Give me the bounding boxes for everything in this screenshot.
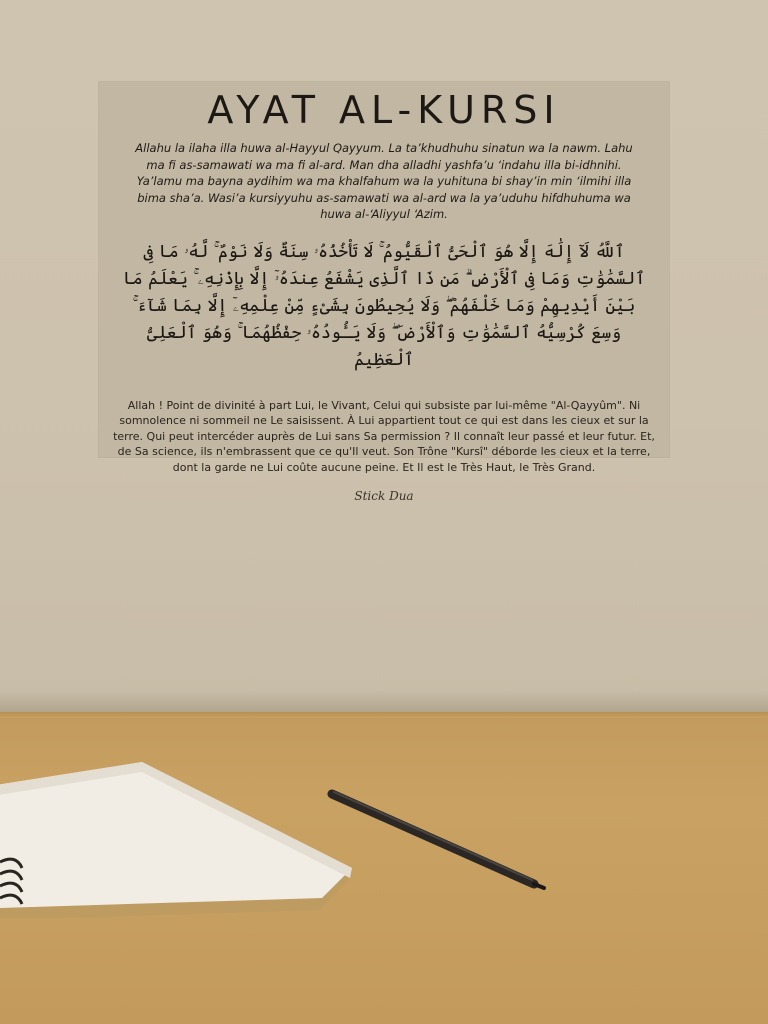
- desk-edge: [0, 712, 768, 718]
- notebook-image: [0, 758, 360, 918]
- poster-title: AYAT AL-KURSI: [207, 88, 561, 132]
- wall-shadow: [0, 690, 768, 712]
- arabic-verse-text: ٱللَّهُ لَآ إِلَٰهَ إِلَّا هُوَ ٱلْحَىُّ ٱلْقَيُّومُ ۚ لَا تَأْخُذُهُۥ سِنَةٌ وَلَا نَوْمٌ ۚ لَّهُۥ مَا فِى ٱلسَّمَٰوَٰتِ وَمَا فِى ٱلْأَرْضِ ۗ مَن ذَا ٱلَّذِى يَشْفَعُ عِندَهُۥٓ إِلَّا بِإِذْنِهِۦ ۚ يَعْلَمُ مَا بَيْنَ أَيْدِيهِمْ وَمَا خَلْفَهُمْ ۖ وَلَا يُحِيطُونَ بِشَىْءٍ مِّنْ عِلْمِهِۦٓ إِلَّا بِمَا شَآءَ ۚ وَسِعَ كُرْسِيُّهُ ٱلسَّمَٰوَٰتِ وَٱلْأَرْضَ ۖ وَلَا يَـُٔودُهُۥ حِفْظُهُمَا ۚ وَهُوَ ٱلْعَلِىُّ ٱلْعَظِيمُ: [122, 241, 646, 370]
- transliteration-text: Allahu la ilaha illa huwa al-Hayyul Qayyum. La ta’khudhuhu sinatun wa la nawm. Lahu ma fi as-samawati wa ma fi al-ard. Man dha alladhi yashfa’u ‘indahu illa bi-idhnihi. Ya’lamu ma bayna aydihim wa ma khalfahum wa la yuhituna bi shay’in min ‘ilmihi illa bima sha’a. Wasi’a kursiyyuhu as-samawati wa al-ard wa la ya’uduhu hifdhuhuma wa huwa al-‘Aliyyul ‘Azim.: [135, 141, 633, 221]
- ayat-al-kursi-poster: [99, 82, 669, 503]
- signature-logo: Stick Dua: [354, 489, 414, 503]
- french-translation-text: Allah ! Point de divinité à part Lui, le Vivant, Celui qui subsiste par lui-même "Al-Qayyûm". Ni somnolence ni sommeil ne Le saisissent. À Lui appartient tout ce qui est dans les cieux et sur la terre. Qui peut intercéder auprès de Lui sans Sa permission ? Il connaît leur passé et leur futur. Et, de Sa science, ils n'embrassent que ce qu'Il veut. Son Trône "Kursî" déborde les cieux et la terre, dont la garde ne Lui coûte aucune peine. Et Il est le Très Haut, le Très Grand.: [113, 398, 655, 474]
- pen-image: [322, 786, 562, 896]
